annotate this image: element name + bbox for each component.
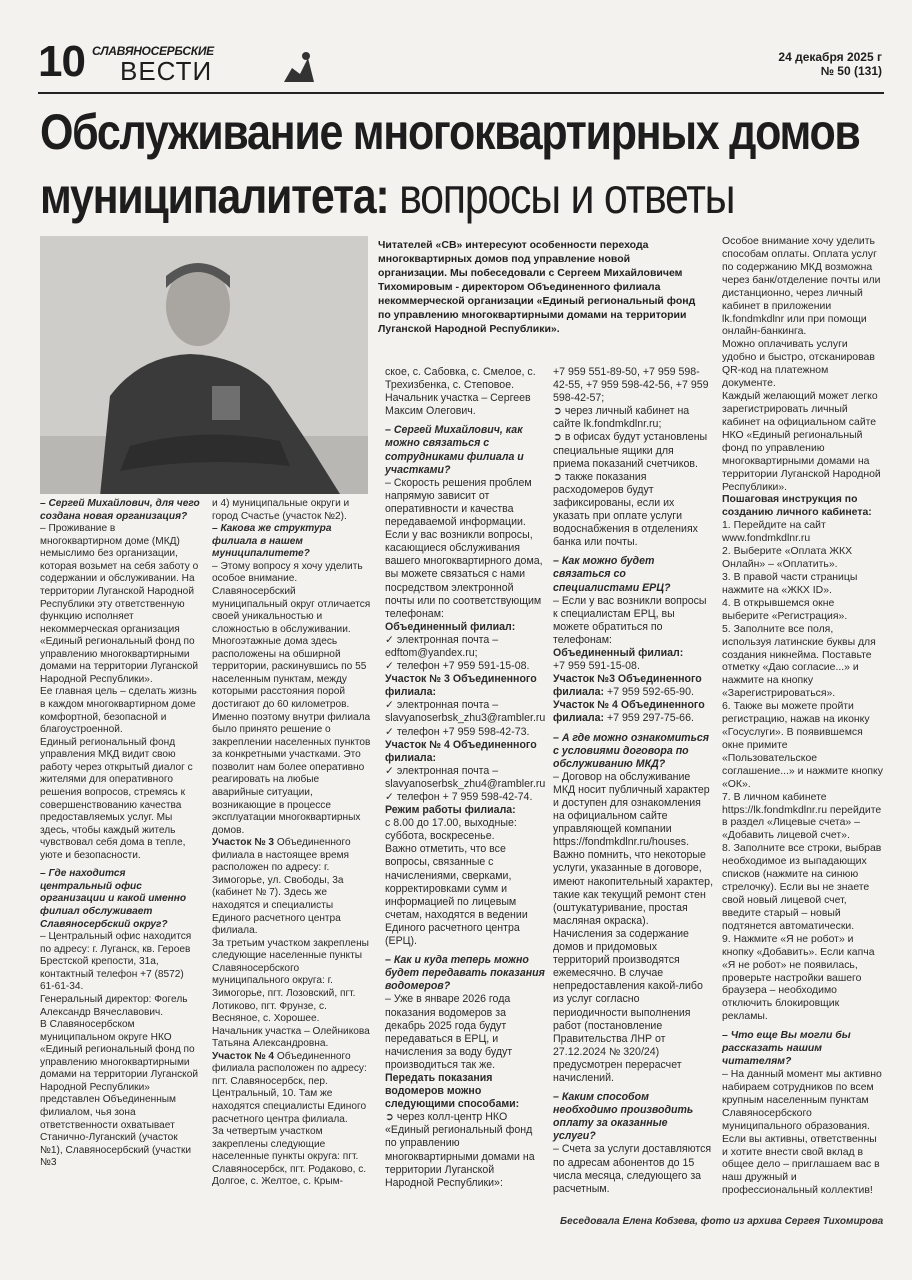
paragraph: – Центральный офис находится по адресу: г. Луганск, кв. Героев Брестской крепости, 31а, контактный телефон +7 (8572) 61-61-34. <box>40 931 192 993</box>
column-2 <box>212 498 372 1189</box>
instruction-step: 6. Также вы можете пройти регистрацию, нажав на иконку «Госуслуги». В появившемся окне примите «Пользовательское соглашение...» и нажмите кнопку «ОК». <box>722 701 883 790</box>
paragraph: +7 959 551-89-50, +7 959 598-42-55, +7 959 598-42-56, +7 959 598-42-57; <box>553 366 709 405</box>
paragraph: ➲ также показания расходомеров будут зафиксированы, если их указать при оплате услуги водоснабжения в отделениях банка или почты. <box>553 470 698 549</box>
masthead-top: СЛАВЯНОСЕРБСКИЕ <box>92 44 214 58</box>
contact-line: ✓ телефон +7 959 591-15-08. <box>385 660 530 673</box>
instruction-step: 4. В открывшемся окне выберите «Регистрация». <box>722 597 848 622</box>
section-label: Участок № 4 <box>212 1050 275 1062</box>
instruction-step: 9. Нажмите «Я не робот» и кнопку «Добавить». Если капча «Я не робот» не появилась, проверьте настройки вашего браузера – необходимо отключить блокировщик рекламы. <box>722 933 875 1023</box>
contact-phone: +7 959 297-75-66. <box>604 712 694 725</box>
question: – Как и куда теперь можно будет передавать показания водомеров? <box>385 954 545 993</box>
issue-number: № 50 (131) <box>820 64 882 78</box>
contact-heading: Участок № 4 Объединенного филиала: <box>385 738 537 764</box>
contact-line: ✓ телефон + 7 959 598-42-74. <box>385 791 533 803</box>
paragraph: За третьим участком закреплены следующие населенные пункты Славяносербского муниципального округа: г. Зимогорье, пгт. Лозовский, пгт. Лотиково, пгт. Фрунзе, с. Весняное, с. Хорошее. <box>212 937 369 1025</box>
issue-info <box>778 50 882 78</box>
contact-line <box>553 673 713 699</box>
page-number: 10 <box>38 37 85 86</box>
paragraph: ➲ через колл-центр НКО «Единый региональный фонд по управлению многоквартирными домами на территории Луганской Народной Республики»: <box>385 1111 535 1189</box>
paragraph: Начальник участка – Сергеев Максим Олегович. <box>385 392 531 418</box>
contact-heading: Режим работы филиала: <box>385 804 516 817</box>
question: – Сергей Михайлович, для чего создана новая организация? <box>40 498 200 522</box>
contact-line: ✓ телефон +7 959 598-42-73. <box>385 725 530 738</box>
masthead-logo-icon <box>278 48 318 86</box>
column-4 <box>553 366 713 1196</box>
contact-line: ✓ электронная почта – slavyanoserbsk_zhu4@rambler.ru <box>385 764 546 790</box>
headline-line2 <box>40 164 771 228</box>
instruction-step: 7. В личном кабинете https://lk.fondmkdlnr.ru перейдите в раздел «Лицевые счета» – «Добавить лицевой счет». <box>722 791 882 842</box>
paragraph: Начисления за содержание домов и придомовых территорий производятся ежемесячно. В случае непредоставления какой-либо из услуг согласно периодичности выполнения работ (постановление Правительства ЛНР от 27.12.2024 № 320/24) предусмотрен перерасчет начислений. <box>553 927 703 1084</box>
contact-heading: Участок № 4 Объединенного филиала: <box>553 699 705 725</box>
column-5 <box>722 236 884 1198</box>
paragraph-text: – Уже в январе 2026 года показания водомеров за декабрь 2025 года будут передаваться в ЕРЦ, и начисления за воду будут производиться так же. <box>385 993 513 1071</box>
instruction-step: 8. Заполните все строки, выбрав необходимое из выпадающих списков (нажмите на синюю стрелочку). Если вы не знаете свой новый лицевой счет, введите старый – новый подтянется автоматически. <box>722 843 882 932</box>
instruction-step: 2. Выберите «Оплата ЖКХ Онлайн» – «Оплатить». <box>722 546 853 571</box>
contact-line: +7 959 591-15-08. <box>553 660 640 673</box>
portrait-illustration <box>40 236 368 494</box>
paragraph: Можно оплачивать услуги удобно и быстро, отсканировав QR-код на платежном документе. <box>722 339 875 390</box>
headline-line2-light: вопросы и ответы <box>388 168 735 224</box>
issue-date: 24 декабря 2025 г <box>778 50 882 64</box>
question: – Каким способом необходимо производить оплату за оказанные услуги? <box>553 1091 694 1143</box>
question: – Как можно будет связаться со специалистами ЕРЦ? <box>553 555 671 594</box>
paragraph: Генеральный директор: Фогель Александр Вячеславович. <box>40 993 188 1018</box>
header-rule <box>38 92 884 94</box>
paragraph: ➲ в офисах будут установлены специальные ящики для приема показаний счетчиков. <box>553 431 708 470</box>
question: – Где находится центральный офис организации и какой именно филиал обслуживает Славяносербский округ? <box>40 868 187 930</box>
contact-line: ✓ электронная почта – edftom@yandex.ru; <box>385 633 499 659</box>
paragraph: – На данный момент мы активно набираем сотрудников по всем крупным населенным пунктам Славяносербского муниципального образования. Если вы активны, ответственны и хотите внести свой вклад в общее дело – приглашаем вас в наш дружный и профессиональный коллектив! <box>722 1069 882 1197</box>
portrait-photo <box>40 236 368 494</box>
question: – А где можно ознакомиться с условиями договора по обслуживанию МКД? <box>553 731 709 770</box>
paragraph: – Счета за услуги доставляются по адресам абонентов до 15 числа месяца, следующего за расчетным. <box>553 1143 712 1195</box>
instruction-step: 3. В правой части страницы нажмите на «ЖКХ ID». <box>722 571 858 596</box>
paragraph-text: Объединенного филиала в настоящее время расположен по адресу: г. Зимогорье, ул. Свободы, 3а (кабинет № 7). Здесь же находятся и специалисты Единого расчетного центра филиала. <box>212 837 351 937</box>
paragraph: – Если у вас возникли вопросы к специалистам ЕРЦ, вы можете обратиться по телефонам: <box>553 594 707 646</box>
paragraph: За четвертым участком закреплены следующие населенные пункты округа: пгт. Славяносербск, пгт. Родаково, с. Долгое, с. Желтое, с. Крым- <box>212 1126 367 1188</box>
column-1 <box>40 498 200 1170</box>
paragraph: и 4) муниципальные округи и город Счастье (участок №2). <box>212 498 350 522</box>
paragraph: Особое внимание хочу уделить способам оплаты. Оплата услуг по содержанию МКД возможна через банк/отделение почты или дистанционно, через личный кабинет в приложении lk.fondmkdlnr или при помощи онлайн-банкинга. <box>722 236 881 338</box>
paragraph: – Скорость решения проблем напрямую зависит от оперативности и качества передаваемой информации. Если у вас возникли вопросы, касающиеся обслуживания вашего многоквартирного дома, вы можете связаться с нами посредством электронной почты или по соответствующим телефонам: <box>385 476 543 620</box>
contact-line: с 8.00 до 17.00, выходные: суббота, воскресенье. <box>385 817 517 843</box>
contact-heading: Объединенный филиал: <box>553 646 684 659</box>
question: – Какова же структура филиала в нашем муниципалитете? <box>212 523 332 560</box>
article-lead: Читателей «СВ» интересуют особенности перехода многоквартирных домов под управление новой организации. Мы побеседовали с Сергеем Михайловичем Тихомировым - директором Объединенного филиала некоммерческой организации «Единый региональный фонд по управлению многоквартирными домами на территории Луганской Народной Республики». <box>378 239 696 335</box>
paragraph: – Проживание в многоквартирном доме (МКД) немыслимо без организации, которая возьмет на себя заботу о содержании и обслуживании. На территории Луганской Народной Республики эту ответственную функцию исполняет некоммерческая организация «Единый региональный фонд по управлению многоквартирными домами на территории Луганской Народной Республики». <box>40 523 199 685</box>
section-label: Участок № 3 <box>212 837 275 849</box>
paragraph: ское, с. Сабовка, с. Смелое, с. Трехизбенка, с. Степовое. <box>385 366 536 392</box>
instruction-heading: Пошаговая инструкция по созданию личного кабинета: <box>722 494 872 519</box>
paragraph: Каждый желающий может легко зарегистрировать личный кабинет на официальном сайте НКО «Единый региональный фонд по управлению многоквартирными домами на территории Луганской Народной Республики». <box>722 391 881 493</box>
contact-heading: Участок №3 Объединенного филиала: <box>553 673 702 699</box>
headline-line1: Обслуживание многоквартирных домов <box>40 104 860 160</box>
masthead <box>92 44 252 88</box>
instruction-step: 5. Заполните все поля, используя латинские буквы для создания никнейма. Поставьте отметку «Даю согласие...» и нажмите на кнопку «Зарегистрироваться». <box>722 623 876 700</box>
contact-heading: Объединенный филиал: <box>385 620 516 633</box>
paragraph: Ее главная цель – сделать жизнь в каждом многоквартирном доме комфортной, безопасной и благоустроенной. <box>40 686 197 736</box>
paragraph: Важно отметить, что все вопросы, связанные с начислениями, сверками, корректировками сумм и информацией по лицевым счетам, находятся в ведении Единого расчетного центра (ЕРЦ). <box>385 843 528 948</box>
headline <box>40 100 860 228</box>
contact-line: ✓ электронная почта – slavyanoserbsk_zhu3@rambler.ru <box>385 699 546 725</box>
article-credit: Беседовала Елена Кобзева, фото из архива Сергея Тихомирова <box>560 1216 884 1227</box>
instruction-step: 1. Перейдите на сайт www.fondmkdlnr.ru <box>722 520 826 545</box>
contact-phone: +7 959 592-65-90. <box>604 686 694 699</box>
paragraph: В Славяносербском муниципальном округе НКО «Единый региональный фонд по управлению многоквартирными домами на территории Луганской Народной Республики» представлен Объединенным филиалом, чья зона ответственности охватывает Станично-Луганский (участок №1), Славяносербский (участки №3 <box>40 1019 198 1169</box>
contact-line <box>553 699 713 725</box>
paragraph: – Этому вопросу я хочу уделить особое внимание. Славяносербский муниципальный округ отличается своей уникальностью и сложностью в обслуживании. Многоэтажные дома здесь расположены на обширной территории, раскинувшись по 55 населенным пунктам, между которыми расстояния порой достигают до 60 километров. Именно поэтому внутри филиала было принято решение о закреплении населенных пунктов за конкретными участками. Это позволит нам более оперативно реагировать на любые аварийные ситуации, возникающие в процессе эксплуатации многоквартирных домов. <box>212 560 371 836</box>
question: – Что еще Вы могли бы рассказать нашим читателям? <box>722 1030 851 1068</box>
contact-heading: Участок № 3 Объединенного филиала: <box>385 673 537 699</box>
headline-line2-bold: муниципалитета: <box>40 168 389 224</box>
paragraph: Единый региональный фонд управления МКД видит свою работу через открытый диалог с жителями для оперативного решения вопросов, стремясь к совершенствованию качества предоставляемых услуг. Мы здесь, чтобы каждый житель чувствовал себя дома в тепле, уюте и безопасности. <box>40 736 193 861</box>
paragraph: – Договор на обслуживание МКД носит публичный характер и доступен для ознакомления на официальном сайте управляющей компании https://fondmkdlnr.ru/houses. <box>553 770 710 849</box>
paragraph-text: Объединенного филиала расположен по адресу: пгт. Славяносербск, пер. Центральный, 10. Там же находятся специалисты Единого расчетного центра филиала. <box>212 1050 367 1125</box>
paragraph: ➲ через личный кабинет на сайте lk.fondmkdlnr.ru; <box>553 405 690 431</box>
column-3 <box>385 366 545 1190</box>
paragraph <box>385 993 545 1111</box>
paragraph: Важно помнить, что некоторые услуги, указанные в договоре, имеют накопительный характер, такие как текущий ремонт стен (оштукатуривание, простая масляная окраска). <box>553 849 714 927</box>
emphasis: Передать показания водомеров можно следующими способами: <box>385 1071 520 1111</box>
paragraph: Начальник участка – Олейникова Татьяна Александровна. <box>212 1025 370 1050</box>
masthead-bottom: ВЕСТИ <box>120 56 213 86</box>
question: – Сергей Михайлович, как можно связаться с сотрудниками филиала и участками? <box>385 424 524 476</box>
paragraph <box>212 1051 372 1126</box>
paragraph <box>212 837 372 938</box>
